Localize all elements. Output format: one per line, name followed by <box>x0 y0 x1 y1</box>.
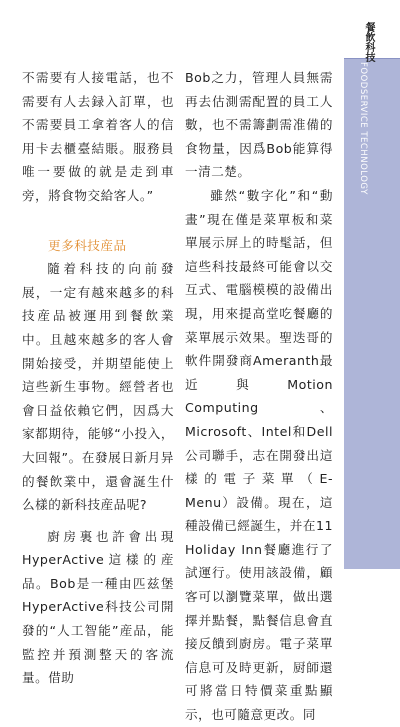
section-title: 餐飲科技 <box>363 22 374 62</box>
spacer <box>22 517 174 525</box>
body-paragraph: 不需要有人接電話，也不需要有人去録入訂單，也不需要員工拿着客人的信用卡去櫃臺結賬。服務員唯一要做的就是走到車旁，將食物交給客人。” <box>22 70 174 203</box>
right-text-column <box>185 66 333 727</box>
body-paragraph: 雖然“數字化”和“動畫”現在僅是菜單板和菜單展示屏上的時髦話，但這些科技最終可能會以交互式、電腦模模的設備出現，用來提高堂吃餐廳的菜單展示效果。聖迭哥的軟件開發商Ameranth最近與Motion Computing、Microsoft、Intel和Dell公司聯手，志在開發出這樣的電子菜單（E-Menu）設備。現在，這種設備已經誕生，并在11 Holiday Inn餐廳進行了試運行。使用該設備，顧客可以瀏覽菜單，做出選擇并點餐，點餐信息會直接反饋到廚房。電子菜單信息可及時更新，厨師還可將當日特價菜重點顯示，也可隨意更改。同 <box>185 187 333 723</box>
left-text-column <box>22 66 174 690</box>
section-heading: 更多科技産品 <box>48 237 127 253</box>
spacer <box>22 208 174 234</box>
body-paragraph: Bob之力，管理人員無需再去估測需配置的員工人數，也不需籌劃需准備的食物量，因爲Bob能算得一清二楚。 <box>185 70 333 180</box>
side-color-band <box>344 58 400 569</box>
body-paragraph: 廚房裏也許會出現HyperActive這樣的産品。Bob是一種由匹兹堡HyperActive科技公司開發的“人工智能”産品，能監控并預測整天的客流量。借助 <box>22 528 174 686</box>
body-paragraph: 隨着科技的向前發展，一定有越來越多的科技産品被運用到餐飲業中。且越來越多的客人會開始接受，并期望能使上這些新生事物。經營者也會日益依賴它們，因爲大家都期待，能够“小投入，大回報”。在發展日新月异的餐飲業中，還會誕生什么樣的新科技産品呢? <box>22 261 174 513</box>
section-subtitle: FOODSERVICE TECHNOLOGY <box>358 62 368 195</box>
